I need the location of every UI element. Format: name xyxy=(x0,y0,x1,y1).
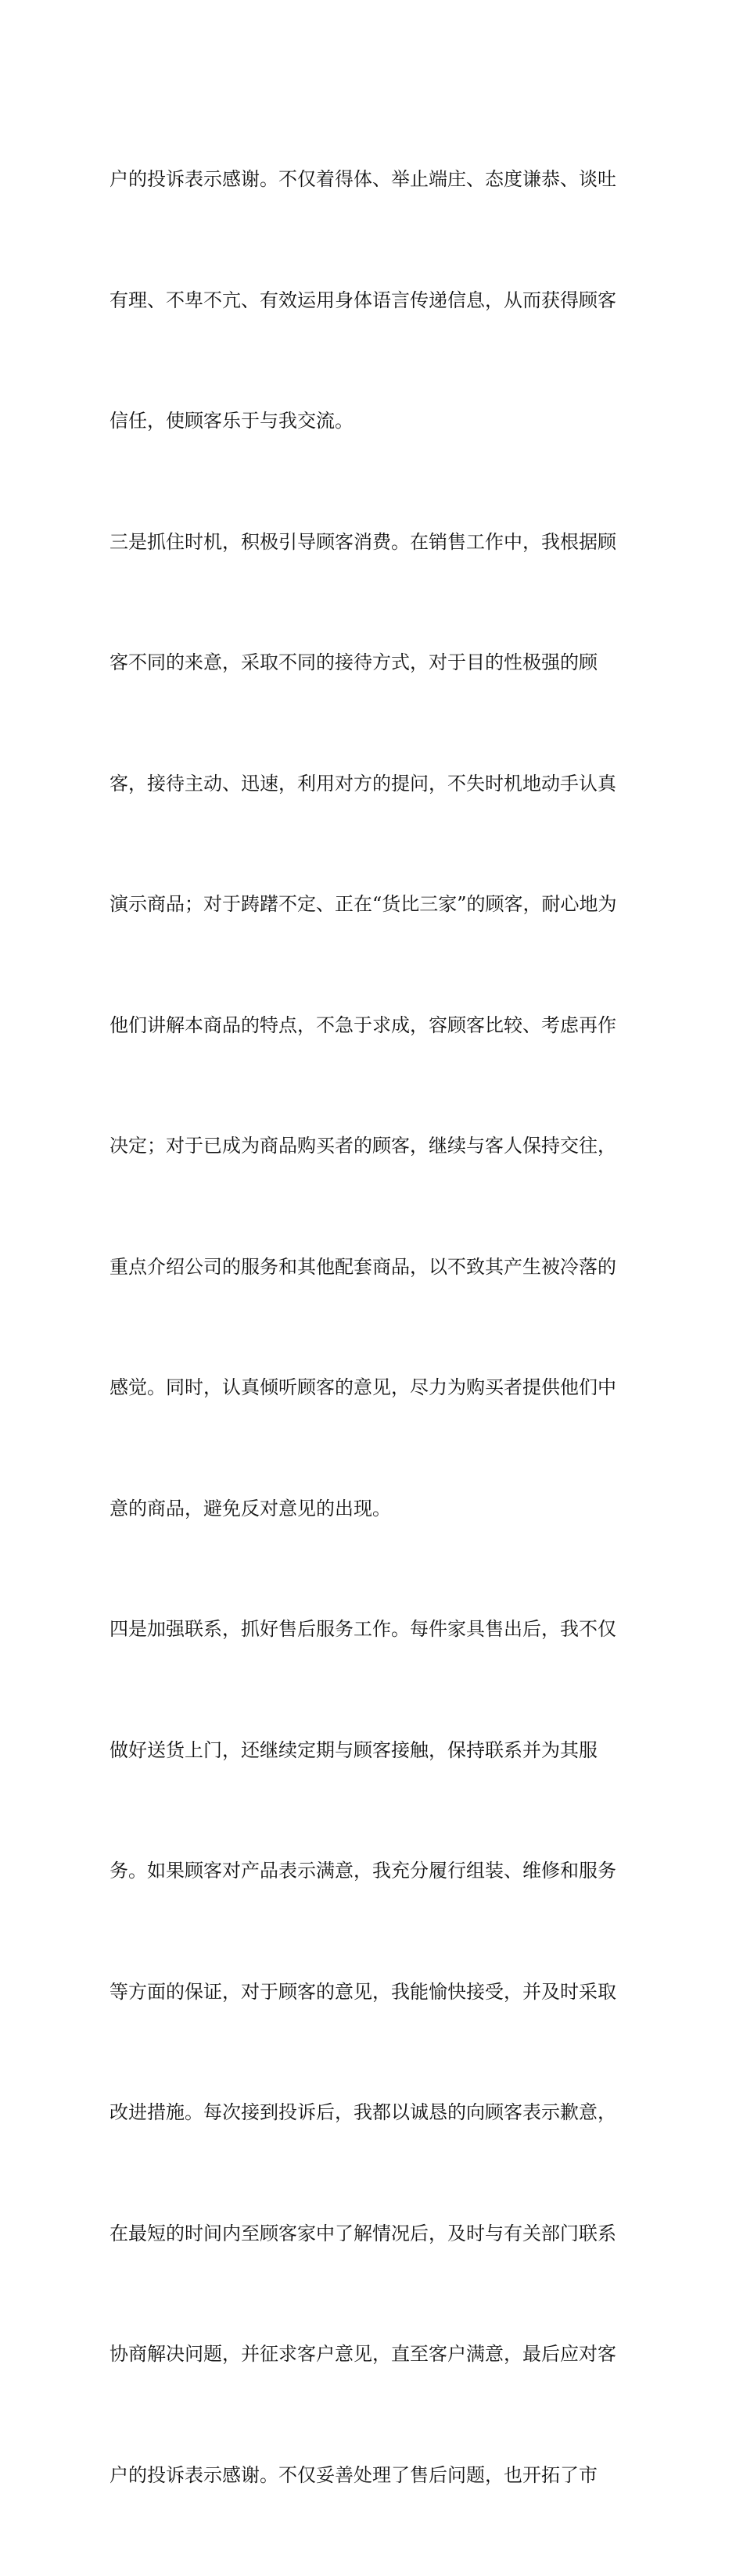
text-line: 他们讲解本商品的特点，不急于求成，容顾客比较、考虑再作 xyxy=(109,1014,616,1036)
text-line: 改进措施。每次接到投诉后，我都以诚恳的向顾客表示歉意， xyxy=(109,2101,616,2123)
text-line: 意的商品，避免反对意见的出现。 xyxy=(109,1497,391,1519)
text-line: 等方面的保证，对于顾客的意见，我能愉快接受，并及时采取 xyxy=(109,1980,616,2003)
text-line: 务。如果顾客对产品表示满意，我充分履行组装、维修和服务 xyxy=(109,1860,616,1882)
text-line: 有理、不卑不亢、有效运用身体语言传递信息，从而获得顾客 xyxy=(109,289,616,311)
text-line: 客，接待主动、迅速，利用对方的提问，不失时机地动手认真 xyxy=(109,772,616,795)
text-line: 重点介绍公司的服务和其他配套商品，以不致其产生被冷落的 xyxy=(109,1255,616,1278)
body-text xyxy=(109,79,641,2576)
text-line: 协商解决问题，并征求客户意见，直至客户满意，最后应对客 xyxy=(109,2343,616,2365)
text-line: 户的投诉表示感谢。不仅着得体、举止端庄、态度谦恭、谈吐 xyxy=(109,168,616,190)
text-line: 四是加强联系，抓好售后服务工作。每件家具售出后，我不仅 xyxy=(109,1618,616,1640)
text-line: 在最短的时间内至顾客家中了解情况后，及时与有关部门联系 xyxy=(109,2222,616,2244)
text-line: 户的投诉表示感谢。不仅妥善处理了售后问题，也开拓了市 xyxy=(109,2463,598,2486)
text-line: 决定；对于已成为商品购买者的顾客，继续与客人保持交往， xyxy=(109,1135,616,1157)
text-line: 演示商品；对于踌躇不定、正在“货比三家”的顾客，耐心地为 xyxy=(109,893,617,915)
text-line: 三是抓住时机，积极引导顾客消费。在销售工作中，我根据顾 xyxy=(109,530,616,553)
text-line: 做好送货上门，还继续定期与顾客接触，保持联系并为其服 xyxy=(109,1738,598,1761)
text-line: 客不同的来意，采取不同的接待方式，对于目的性极强的顾 xyxy=(109,651,598,673)
text-line: 信任，使顾客乐于与我交流。 xyxy=(109,410,354,432)
text-line: 感觉。同时，认真倾听顾客的意见，尽力为购买者提供他们中 xyxy=(109,1376,616,1398)
